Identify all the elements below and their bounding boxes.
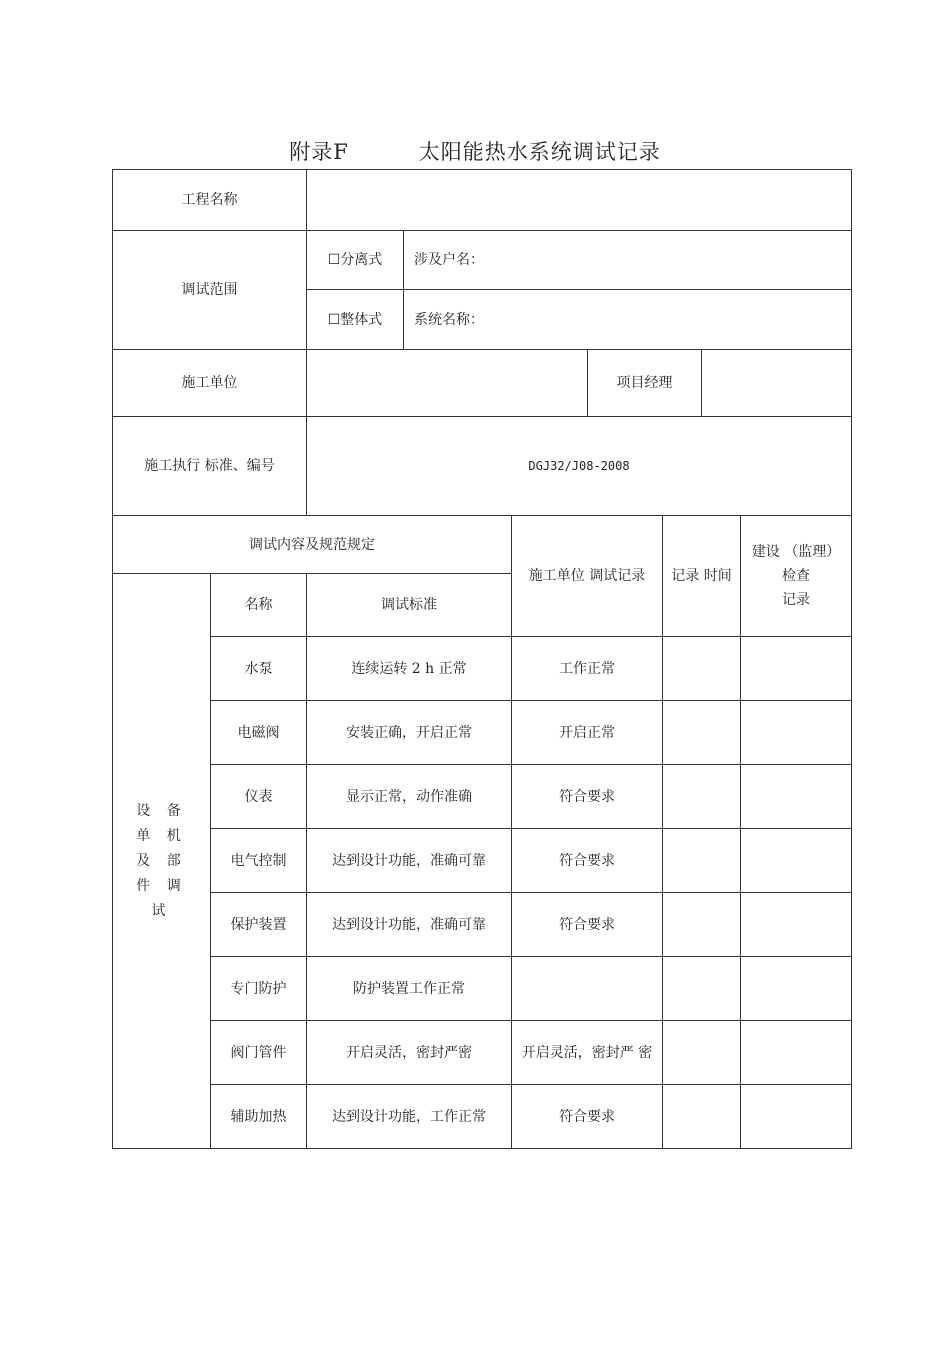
item-check[interactable]	[741, 957, 852, 1021]
standard-code: DGJ32/J08-2008	[307, 417, 852, 516]
item-record[interactable]: 开启正常	[512, 701, 663, 765]
project-manager-field[interactable]	[702, 350, 852, 417]
project-name-label: 工程名称	[113, 170, 307, 231]
item-record[interactable]: 符合要求	[512, 765, 663, 829]
contractor-field[interactable]	[307, 350, 588, 417]
project-manager-label: 项目经理	[588, 350, 702, 417]
item-criteria: 连续运转 2 h 正常	[307, 637, 512, 701]
table-row	[113, 637, 852, 701]
table-row	[113, 765, 852, 829]
group-label-line: 单 机	[136, 827, 187, 844]
header-row-1	[113, 516, 852, 574]
table-row	[113, 893, 852, 957]
scope-row-1	[113, 231, 852, 290]
item-criteria: 显示正常，动作准确	[307, 765, 512, 829]
item-check[interactable]	[741, 637, 852, 701]
scope-label: 调试范围	[113, 231, 307, 350]
item-name: 阀门管件	[211, 1021, 307, 1085]
appendix-label: 附录F	[289, 140, 349, 164]
item-time[interactable]	[663, 1021, 741, 1085]
supervision-header-line3: 记录	[782, 592, 810, 608]
supervision-header	[741, 516, 852, 637]
scope-option-integrated[interactable]: ☐整体式	[307, 290, 404, 350]
group-label-cell	[113, 574, 211, 1149]
households-field[interactable]: 涉及户名：	[404, 231, 852, 290]
item-record[interactable]: 符合要求	[512, 1085, 663, 1149]
item-time[interactable]	[663, 701, 741, 765]
project-name-field[interactable]	[307, 170, 852, 231]
group-label-line: 件 调	[136, 877, 187, 894]
group-label-line: 及 部	[136, 852, 187, 869]
supervision-header-line1: 建设 （监理）	[751, 544, 841, 560]
table-row	[113, 701, 852, 765]
item-name: 保护装置	[211, 893, 307, 957]
group-label	[117, 799, 206, 924]
item-check[interactable]	[741, 1085, 852, 1149]
item-name: 辅助加热	[211, 1085, 307, 1149]
contractor-label: 施工单位	[113, 350, 307, 417]
item-record[interactable]: 符合要求	[512, 829, 663, 893]
item-check[interactable]	[741, 1021, 852, 1085]
item-check[interactable]	[741, 829, 852, 893]
record-time-header: 记录 时间	[663, 516, 741, 637]
criteria-header: 调试标准	[307, 574, 512, 637]
item-record[interactable]	[512, 957, 663, 1021]
group-label-line: 设 备	[136, 802, 187, 819]
system-name-field[interactable]: 系统名称：	[404, 290, 852, 350]
group-label-line: 试	[151, 902, 172, 919]
item-time[interactable]	[663, 893, 741, 957]
contractor-record-header: 施工单位 调试记录	[512, 516, 663, 637]
item-check[interactable]	[741, 765, 852, 829]
item-criteria: 达到设计功能，准确可靠	[307, 893, 512, 957]
item-time[interactable]	[663, 957, 741, 1021]
contractor-row	[113, 350, 852, 417]
record-title: 太阳能热水系统调试记录	[418, 140, 661, 164]
standard-label: 施工执行 标准、编号	[113, 417, 307, 516]
table-row	[113, 1085, 852, 1149]
name-header: 名称	[211, 574, 307, 637]
item-criteria: 达到设计功能，工作正常	[307, 1085, 512, 1149]
item-name: 仪表	[211, 765, 307, 829]
item-criteria: 防护装置工作正常	[307, 957, 512, 1021]
item-criteria: 开启灵活，密封严密	[307, 1021, 512, 1085]
item-record[interactable]: 符合要求	[512, 893, 663, 957]
item-time[interactable]	[663, 829, 741, 893]
item-record[interactable]: 工作正常	[512, 637, 663, 701]
table-row	[113, 957, 852, 1021]
content-header: 调试内容及规范规定	[113, 516, 512, 574]
page-title	[0, 136, 950, 166]
item-record[interactable]: 开启灵活，密封严 密	[512, 1021, 663, 1085]
commissioning-record-table	[112, 169, 852, 1149]
item-criteria: 安装正确，开启正常	[307, 701, 512, 765]
item-time[interactable]	[663, 637, 741, 701]
table-row	[113, 1021, 852, 1085]
item-name: 电气控制	[211, 829, 307, 893]
item-name: 专门防护	[211, 957, 307, 1021]
scope-option-separate[interactable]: ☐分离式	[307, 231, 404, 290]
project-name-row	[113, 170, 852, 231]
item-name: 电磁阀	[211, 701, 307, 765]
standard-row	[113, 417, 852, 516]
item-time[interactable]	[663, 765, 741, 829]
item-name: 水泵	[211, 637, 307, 701]
item-criteria: 达到设计功能，准确可靠	[307, 829, 512, 893]
item-time[interactable]	[663, 1085, 741, 1149]
item-check[interactable]	[741, 701, 852, 765]
item-check[interactable]	[741, 893, 852, 957]
table-row	[113, 829, 852, 893]
supervision-header-line2: 检查	[782, 568, 810, 584]
